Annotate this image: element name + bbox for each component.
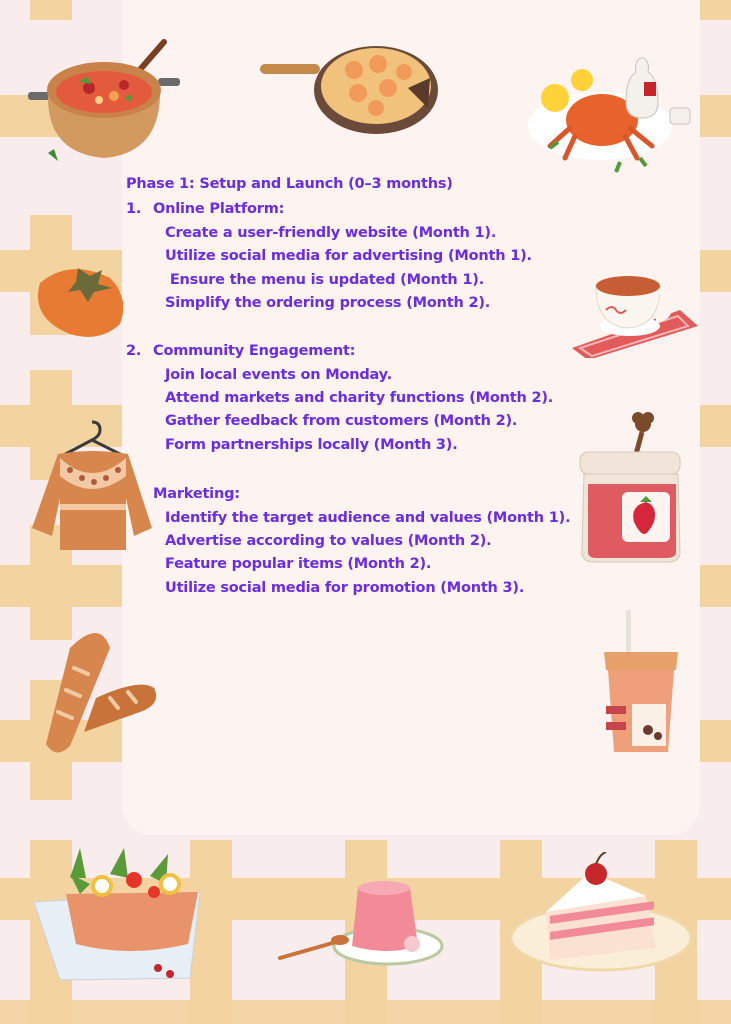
section-title: Marketing: — [153, 486, 240, 502]
sweater-icon — [30, 418, 155, 558]
list-item: Gather feedback from customers (Month 2). — [165, 413, 518, 429]
persimmon-icon — [30, 258, 130, 340]
crab-sake-icon — [520, 48, 700, 188]
list-item: Identify the target audience and values (Month 1). — [165, 510, 571, 526]
jam-jar-icon — [576, 412, 686, 567]
list-item: Form partnerships locally (Month 3). — [165, 437, 458, 453]
list-item: Simplify the ordering process (Month 2). — [165, 295, 491, 311]
jelly-pudding-icon — [278, 880, 448, 972]
section-title: Online Platform: — [153, 201, 285, 217]
list-item: Feature popular items (Month 2). — [165, 556, 432, 572]
section-number: 2. — [126, 343, 142, 359]
strawberry-cake-icon — [506, 852, 696, 974]
list-item: Utilize social media for advertising (Month 1). — [165, 248, 532, 264]
list-item: Attend markets and charity functions (Month 2). — [165, 390, 554, 406]
phase-heading: Phase 1: Setup and Launch (0–3 months) — [126, 176, 453, 192]
list-item: Create a user-friendly website (Month 1). — [165, 225, 497, 241]
section-number: 1. — [126, 201, 142, 217]
list-item: Utilize social media for promotion (Month 3). — [165, 580, 525, 596]
salad-icon — [30, 838, 215, 983]
section-title: Community Engagement: — [153, 343, 356, 359]
list-item: Join local events on Monday. — [165, 367, 392, 383]
list-item: Advertise according to values (Month 2). — [165, 533, 492, 549]
baguette-icon — [40, 628, 160, 758]
iced-drink-icon — [598, 610, 683, 755]
list-item: Ensure the menu is updated (Month 1). — [165, 272, 485, 288]
stew-pot-icon — [24, 38, 184, 168]
teacup-icon — [570, 268, 700, 358]
pizza-pan-icon — [258, 38, 443, 138]
